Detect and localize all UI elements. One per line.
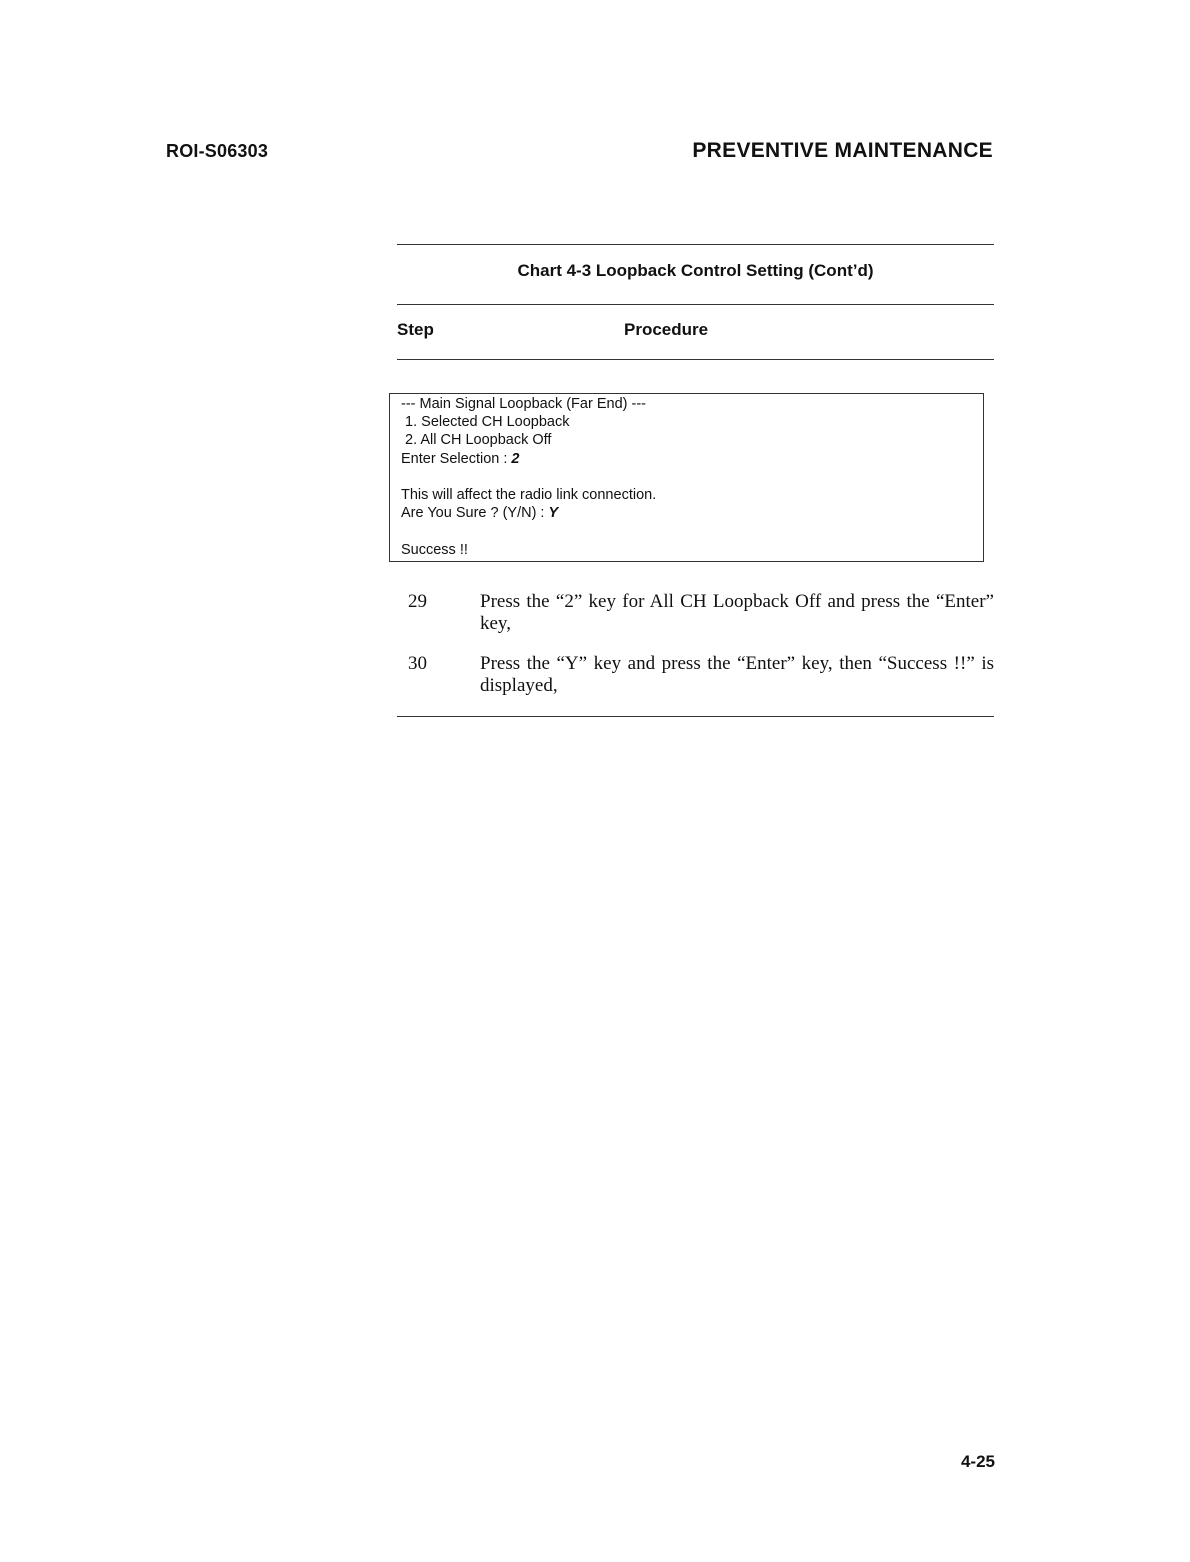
chart-top-rule bbox=[397, 244, 994, 245]
terminal-menu-title: --- Main Signal Loopback (Far End) --- bbox=[401, 396, 646, 412]
header-top-rule bbox=[397, 304, 994, 305]
chart-bottom-rule bbox=[397, 716, 994, 717]
document-id: ROI-S06303 bbox=[166, 141, 269, 161]
terminal-spacer bbox=[401, 468, 983, 486]
terminal-spacer bbox=[401, 522, 983, 540]
column-header-procedure: Procedure bbox=[624, 320, 709, 339]
column-header-step: Step bbox=[397, 320, 434, 339]
section-title: PREVENTIVE MAINTENANCE bbox=[692, 139, 993, 162]
step-number: 30 bbox=[408, 653, 427, 674]
step-text: Press the “Y” key and press the “Enter” key, then “Success !!” is displayed, bbox=[480, 653, 994, 696]
page-number: 4-25 bbox=[960, 1452, 995, 1471]
procedure-step bbox=[397, 653, 994, 697]
terminal-option-2: 2. All CH Loopback Off bbox=[401, 432, 552, 449]
terminal-confirm-prompt: Are You Sure ? (Y/N) : bbox=[401, 505, 549, 522]
terminal-selection-line bbox=[401, 450, 983, 468]
terminal-confirm-value: Y bbox=[548, 505, 559, 522]
terminal-screen bbox=[389, 393, 984, 562]
terminal-option-1: 1. Selected CH Loopback bbox=[401, 414, 570, 431]
terminal-warning: This will affect the radio link connection. bbox=[401, 486, 657, 503]
terminal-selection-prompt: Enter Selection : bbox=[401, 450, 512, 467]
procedure-step bbox=[397, 591, 994, 635]
terminal-result: Success !! bbox=[401, 541, 468, 558]
terminal-confirm-line bbox=[401, 504, 983, 522]
header-bottom-rule bbox=[397, 359, 994, 360]
chart-title: Chart 4-3 Loopback Control Setting (Cont’d) bbox=[517, 261, 874, 280]
step-text: Press the “2” key for All CH Loopback Off and press the “Enter” key, bbox=[480, 591, 994, 634]
terminal-selection-value: 2 bbox=[511, 450, 520, 467]
step-number: 29 bbox=[408, 591, 427, 612]
